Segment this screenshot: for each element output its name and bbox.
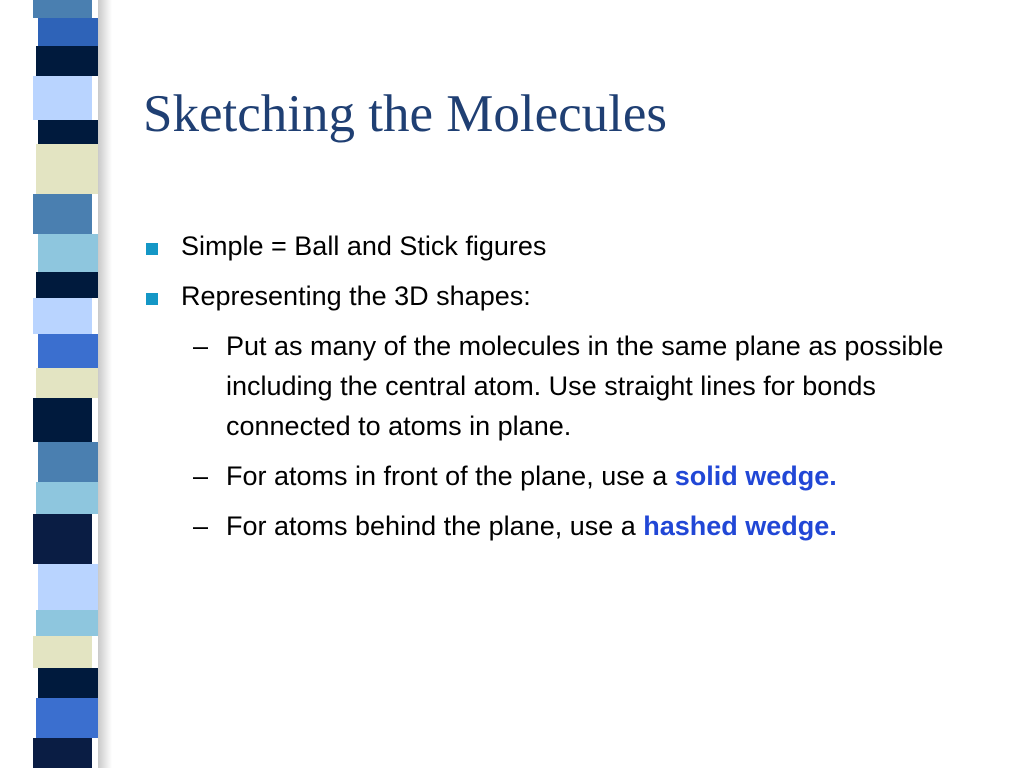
sub-bullet-text: Put as many of the molecules in the same plane as possible including the central atom. Use straight lines for bonds connected to atoms in plane. — [226, 331, 944, 441]
sub-bullet-item — [143, 326, 973, 446]
stripe-band — [36, 698, 98, 738]
stripe-band — [33, 636, 92, 668]
stripe-band — [33, 398, 92, 442]
stripe-band — [36, 144, 98, 194]
bullet-item — [143, 226, 973, 266]
dash-bullet-icon: – — [193, 461, 209, 491]
bullet-text: Simple = Ball and Stick figures — [181, 231, 547, 261]
stripe-band — [38, 668, 98, 698]
decorative-stripe-bar — [36, 0, 98, 768]
stripe-band — [38, 234, 98, 272]
emphasis-text: hashed wedge. — [643, 511, 837, 541]
stripe-band — [33, 194, 92, 234]
stripe-band — [33, 76, 92, 120]
stripe-band — [33, 514, 92, 564]
sub-bullet-text: For atoms in front of the plane, use a — [226, 461, 675, 491]
stripe-band — [38, 334, 98, 368]
stripe-band — [33, 298, 92, 334]
stripe-band — [33, 0, 92, 18]
stripe-band — [33, 738, 92, 768]
stripe-band — [38, 18, 98, 46]
stripe-band — [36, 272, 98, 298]
stripe-shadow — [98, 0, 112, 768]
slide-body — [143, 226, 973, 556]
square-bullet-icon — [146, 293, 158, 305]
sub-bullet-text: For atoms behind the plane, use a — [226, 511, 644, 541]
bullet-text: Representing the 3D shapes: — [181, 281, 531, 311]
bullet-item — [143, 276, 973, 316]
sub-bullet-item — [143, 456, 973, 496]
stripe-band — [38, 442, 98, 482]
stripe-band — [36, 610, 98, 636]
stripe-band — [36, 368, 98, 398]
emphasis-text: solid wedge. — [674, 461, 837, 491]
stripe-band — [36, 482, 98, 514]
stripe-band — [38, 120, 98, 144]
slide-title: Sketching the Molecules — [143, 85, 667, 143]
dash-bullet-icon: – — [193, 511, 209, 541]
stripe-band — [38, 564, 98, 610]
sub-bullet-item — [143, 506, 973, 546]
dash-bullet-icon: – — [193, 331, 209, 361]
square-bullet-icon — [146, 243, 158, 255]
stripe-band — [36, 46, 98, 76]
